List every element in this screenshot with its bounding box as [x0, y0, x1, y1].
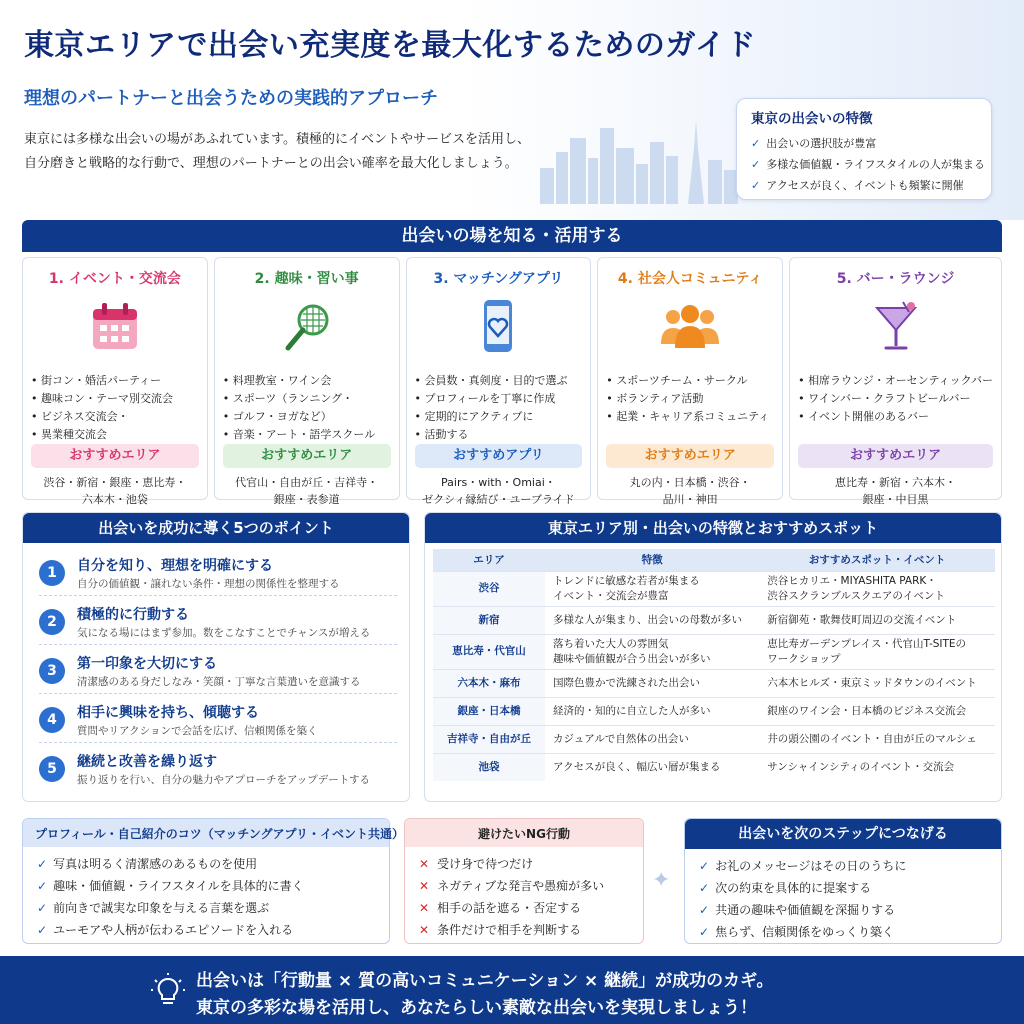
check-icon: ✓: [699, 903, 710, 917]
lightbulb-icon: [150, 972, 186, 1008]
ng-item: ✕ 相手の話を遮る・否定する: [419, 901, 582, 915]
tip-item: ✓ ユーモアや人柄が伝わるエピソードを入れる: [37, 923, 294, 937]
ng-title: 避けたいNG行動: [405, 819, 643, 847]
points-title: 出会いを成功に導く5つのポイント: [23, 513, 409, 543]
cross-icon: ✕: [419, 923, 430, 937]
point-item: 3 第一印象を大切にする 清潔感のある身だしなみ・笑顔・丁寧な言葉遣いを意識する: [39, 645, 397, 694]
next-item: ✓ 焦らず、信頼関係をゆっくり築く: [699, 925, 894, 939]
check-icon: ✓: [699, 859, 710, 873]
card-items: • 街コン・婚活パーティー • 趣味コン・テーマ別交流会 • ビジネス交流会・ • 異業種交流会: [31, 372, 199, 444]
profile-tips-title: プロフィール・自己紹介のコツ（マッチングアプリ・イベント共通）: [23, 819, 389, 847]
place-card-apps: [406, 257, 592, 506]
check-icon: ✓: [751, 179, 761, 192]
place-card-bars: [789, 257, 1002, 506]
table-row: 六本木・麻布 国際色豊かで洗練された出会い 六本木ヒルズ・東京ミッドタウンのイベント: [433, 669, 995, 697]
footer-line2: 東京の多彩な場を活用し、あなたらしい素敵な出会いを実現しましょう！: [196, 998, 757, 1018]
recommend-areas: 渋谷・新宿・銀座・恵比寿・ 六本木・池袋: [43, 476, 187, 506]
card-title: 5. バー・ラウンジ: [836, 271, 955, 287]
card-items: • スポーツチーム・サークル • ボランティア活動 • 起業・キャリア系コミュニティ: [606, 372, 774, 444]
places-banner: 出会いの場を知る・活用する: [22, 220, 1002, 252]
footer-banner: [0, 956, 1024, 1024]
recommend-areas: 代官山・自由が丘・吉祥寺・ 銀座・表参道: [235, 476, 379, 506]
smartphone-heart-icon: [415, 296, 583, 358]
tip-item: ✓ 趣味・価値観・ライフスタイルを具体的に書く: [37, 879, 304, 893]
feature-item: ✓ アクセスが良く、イベントも頻繁に開催: [751, 179, 964, 192]
cross-icon: ✕: [419, 879, 430, 893]
table-row: 銀座・日本橋 経済的・知的に自立した人が多い 銀座のワイン会・日本橋のビジネス交流会: [433, 697, 995, 725]
point-item: 5 継続と改善を繰り返す 振り返りを行い、自分の魅力やアプローチをアップデートする: [39, 743, 397, 792]
recommend-label: おすすめエリア: [223, 444, 391, 468]
next-step-list: [685, 849, 1001, 949]
area-table: [433, 549, 995, 781]
sparkle-icon: ✦: [652, 868, 671, 893]
next-step-box: [684, 818, 1002, 944]
card-title: 4. 社会人コミュニティ: [617, 271, 763, 287]
profile-tips-box: [22, 818, 405, 944]
recommend-areas: 恵比寿・新宿・六本木・ 銀座・中目黒: [835, 476, 957, 506]
next-item: ✓ 次の約束を具体的に提案する: [699, 881, 872, 895]
check-icon: ✓: [699, 925, 710, 939]
table-row: 新宿 多様な人が集まり、出会いの母数が多い 新宿御苑・歌舞伎町周辺の交流イベント: [433, 606, 995, 634]
ng-item: ✕ ネガティブな発言や愚痴が多い: [419, 879, 605, 893]
check-icon: ✓: [37, 857, 48, 871]
recommend-areas: 丸の内・日本橋・渋谷・ 品川・神田: [629, 476, 751, 506]
page-title: 東京エリアで出会い充実度を最大化するためのガイド: [24, 28, 756, 63]
profile-tips-list: [23, 847, 389, 947]
features-list: [751, 133, 985, 196]
ng-item: ✕ 条件だけで相手を判断する: [419, 923, 582, 937]
next-item: ✓ 共通の趣味や価値観を深掘りする: [699, 903, 896, 917]
tokyo-features-box: [736, 98, 992, 200]
ng-behavior-box: [404, 818, 644, 944]
feature-item: ✓ 出会いの選択肢が豊富: [751, 137, 877, 150]
ng-item: ✕ 受け身で待つだけ: [419, 857, 534, 871]
tip-item: ✓ 写真は明るく清潔感のあるものを使用: [37, 857, 258, 871]
points-list: [23, 543, 409, 792]
recommend-apps: Pairs・with・Omiai・ ゼクシィ縁結び・ユーブライド: [422, 476, 575, 506]
feature-item: ✓ 多様な価値観・ライフスタイルの人が集まる: [751, 158, 985, 171]
places-cards: [22, 252, 1002, 506]
card-title: 2. 趣味・習い事: [254, 271, 359, 287]
cross-icon: ✕: [419, 857, 430, 871]
table-row: 渋谷 トレンドに敏感な若者が集まる イベント・交流会が豊富 渋谷ヒカリエ・MIYASHITA PARK・ 渋谷スクランブルスクエアのイベント: [433, 571, 995, 606]
check-icon: ✓: [751, 137, 761, 150]
place-card-community: [597, 257, 783, 506]
point-item: 1 自分を知り、理想を明確にする 自分の価値観・譲れない条件・理想の関係性を整理する: [39, 547, 397, 596]
table-row: 池袋 アクセスが良く、幅広い層が集まる サンシャインシティのイベント・交流会: [433, 753, 995, 781]
point-item: 2 積極的に行動する 気になる場にはまず参加。数をこなすことでチャンスが増える: [39, 596, 397, 645]
recommend-label: おすすめエリア: [606, 444, 774, 468]
racket-icon: [223, 296, 391, 358]
group-icon: [606, 296, 774, 358]
table-header-row: エリア 特徴 おすすめスポット・イベント: [433, 549, 995, 571]
check-icon: ✓: [699, 881, 710, 895]
table-row: 吉祥寺・自由が丘 カジュアルで自然体の出会い 井の頭公園のイベント・自由が丘のマルシェ: [433, 725, 995, 753]
recommend-label: おすすめアプリ: [415, 444, 583, 468]
table-row: 恵比寿・代官山 落ち着いた大人の雰囲気 趣味や価値観が合う出会いが多い 恵比寿ガーデンプレイス・代官山T-SITEの ワークショップ: [433, 634, 995, 669]
check-icon: ✓: [37, 879, 48, 893]
recommend-label: おすすめエリア: [798, 444, 993, 468]
tokyo-skyline-illustration: [540, 108, 740, 204]
place-card-hobbies: [214, 257, 400, 506]
intro-text: 東京には多様な出会いの場があふれています。積極的にイベントやサービスを活用し、 自分磨きと戦略的な行動で、理想のパートナーとの出会い確率を最大化しましょう。: [24, 132, 530, 171]
recommend-label: おすすめエリア: [31, 444, 199, 468]
card-items: • 料理教室・ワイン会 • スポーツ（ランニング・ • ゴルフ・ヨガなど） • 音楽・アート・語学スクール: [223, 372, 391, 444]
features-title: 東京の出会いの特徴: [751, 111, 873, 127]
next-item: ✓ お礼のメッセージはその日のうちに: [699, 859, 907, 873]
area-table-title: 東京エリア別・出会いの特徴とおすすめスポット: [425, 513, 1001, 543]
place-card-events: [22, 257, 208, 506]
ng-list: [405, 847, 643, 947]
card-items: • 相席ラウンジ・オーセンティックバー • ワインバー・クラフトビールバー • イベント開催のあるバー: [798, 372, 993, 444]
cocktail-icon: [798, 296, 993, 358]
card-title: 1. イベント・交流会: [48, 271, 181, 287]
cross-icon: ✕: [419, 901, 430, 915]
check-icon: ✓: [751, 158, 761, 171]
next-step-title: 出会いを次のステップにつなげる: [685, 819, 1001, 849]
calendar-icon: [31, 296, 199, 358]
card-items: • 会員数・真剣度・目的で選ぶ • プロフィールを丁寧に作成 • 定期的にアクティブに • 活動する: [415, 372, 583, 444]
check-icon: ✓: [37, 901, 48, 915]
card-title: 3. マッチングアプリ: [433, 271, 564, 287]
point-item: 4 相手に興味を持ち、傾聴する 質問やリアクションで会話を広げ、信頼関係を築く: [39, 694, 397, 743]
tip-item: ✓ 前向きで誠実な印象を与える言葉を選ぶ: [37, 901, 270, 915]
success-points-panel: [22, 512, 410, 802]
page-subtitle: 理想のパートナーと出会うための実践的アプローチ: [24, 88, 438, 109]
area-table-panel: [424, 512, 1002, 802]
footer-line1: 出会いは「行動量 × 質の高いコミュニケーション × 継続」が成功のカギ。: [196, 971, 774, 991]
check-icon: ✓: [37, 923, 48, 937]
